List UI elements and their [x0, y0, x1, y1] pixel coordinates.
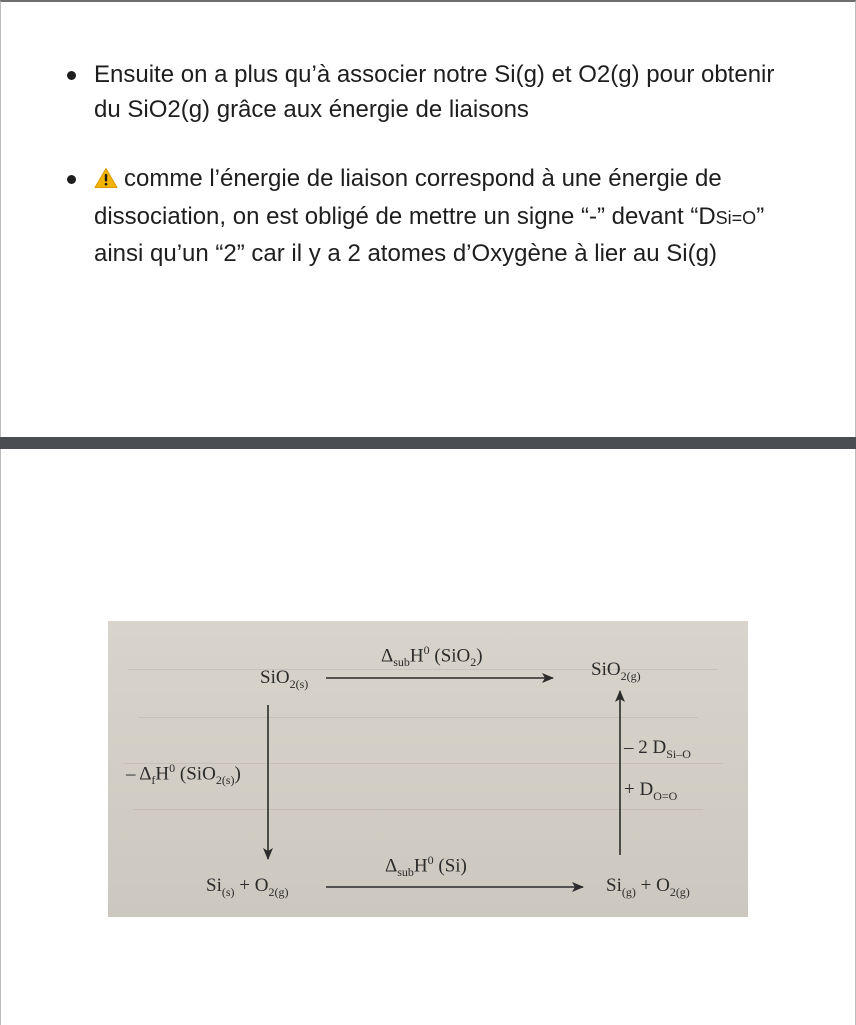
right-arrow-label-line2: + $D_{O=O}$ [624, 779, 678, 803]
left-arrow-label: – $\Delta_fH^0$ (SiO$_{2(s)}$) [126, 761, 241, 788]
bullet-text: Ensuite on a plus qu’à associer notre Si(g) et O2(g) pour obtenir du SiO2(g) grâce aux énergie de liaisons [94, 61, 775, 123]
slide-page-bottom [0, 449, 856, 1025]
bullet-item-warning [59, 161, 779, 271]
thermochemical-cycle-photo [108, 621, 748, 917]
bond-subscript: Si=O [715, 208, 757, 228]
state-bottom-right: $Si_{(g)} + O_{2(g)}$ [606, 875, 690, 899]
bottom-arrow-label: $\Delta_{sub}H^0$ (Si) [385, 853, 467, 880]
bullet-list [59, 57, 779, 305]
state-bottom-left: $Si_{(s)} + O_{2(g)}$ [206, 875, 289, 899]
state-top-left: SiO$_{2(s)}$ [260, 667, 309, 691]
top-arrow-label: $\Delta_{sub}H^0$ (SiO$_2$) [381, 643, 483, 670]
slide-page-top [0, 0, 856, 437]
bullet-dot-icon [67, 71, 76, 80]
state-top-right: SiO$_{2(g)}$ [591, 659, 641, 683]
page-separator [0, 437, 856, 449]
bullet-text-part: ” ainsi qu’un “2” car il y a 2 atomes d’Oxygène à lier au Si(g) [94, 203, 765, 267]
bullet-dot-icon [67, 175, 76, 184]
right-arrow-label-line1: – 2 $D_{Si-O}$ [624, 737, 691, 761]
warning-icon [94, 164, 118, 199]
bullet-item-association [59, 57, 779, 127]
bullet-text-part: comme l’énergie de liaison correspond à une énergie de dissociation, on est obligé de mettre un signe “-” devant “D [94, 165, 722, 230]
